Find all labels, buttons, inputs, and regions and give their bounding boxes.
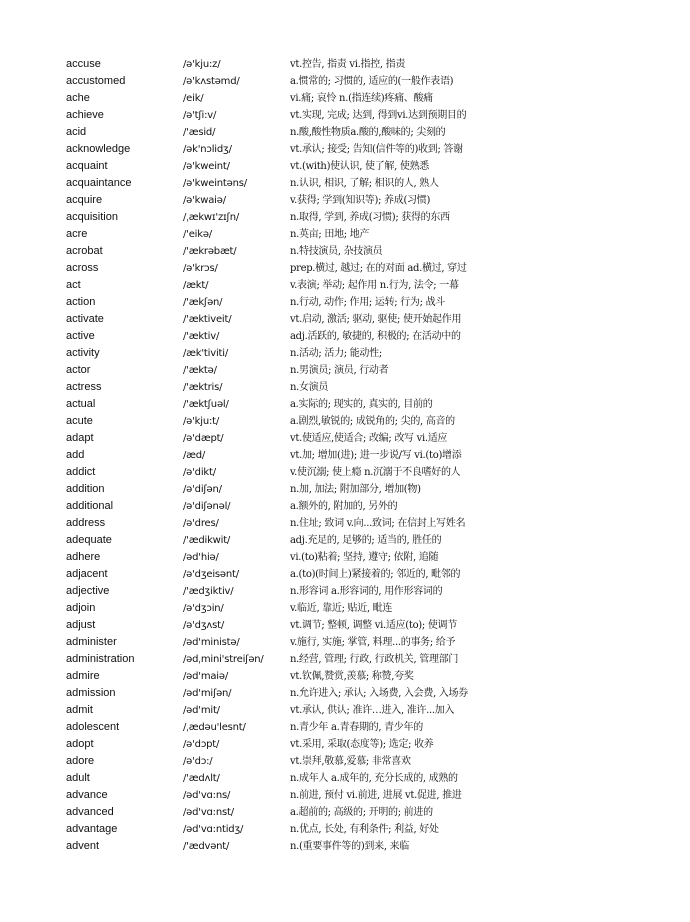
entry-word: administer <box>66 636 117 648</box>
entry-word: accuse <box>66 58 101 70</box>
entry-phonetic: /ə'dæpt/ <box>183 433 224 444</box>
entry-word: acknowledge <box>66 143 131 155</box>
entry-definition: n.加, 加法; 附加部分, 增加(物) <box>290 484 421 495</box>
entry-definition: vt.钦佩,赞赏,羡慕; 称赞,夸奖 <box>290 671 414 682</box>
vocab-entry <box>0 719 690 736</box>
entry-definition: n.英亩; 田地; 地产 <box>290 229 370 240</box>
entry-word: acquaint <box>66 160 108 172</box>
entry-phonetic: /ækt/ <box>183 280 209 291</box>
entry-definition: n.成年人 a.成年的, 充分长成的, 成熟的 <box>290 773 458 784</box>
entry-definition: a.额外的, 附加的, 另外的 <box>290 501 398 512</box>
entry-word: advent <box>66 840 100 852</box>
vocab-entry <box>0 549 690 566</box>
entry-phonetic: /ə'dɔpt/ <box>183 739 220 750</box>
vocab-entry <box>0 56 690 73</box>
vocab-entry <box>0 566 690 583</box>
entry-word: across <box>66 262 99 274</box>
entry-phonetic: /'æktiv/ <box>183 331 220 342</box>
vocab-entry <box>0 175 690 192</box>
entry-word: add <box>66 449 85 461</box>
entry-definition: n.认识, 相识, 了解; 相识的人, 熟人 <box>290 178 439 189</box>
entry-word: acquaintance <box>66 177 132 189</box>
vocab-entry <box>0 379 690 396</box>
entry-word: adore <box>66 755 95 767</box>
entry-phonetic: /əd'vɑ:nst/ <box>183 807 234 818</box>
entry-definition: a.剧烈,敏锐的; 成锐角的; 尖的, 高音的 <box>290 416 455 427</box>
vocab-entry <box>0 753 690 770</box>
entry-phonetic: /ə'kweintəns/ <box>183 178 247 189</box>
entry-word: accustomed <box>66 75 126 87</box>
vocab-entry <box>0 498 690 515</box>
entry-word: acquisition <box>66 211 118 223</box>
entry-phonetic: /'æktris/ <box>183 382 223 393</box>
entry-definition: n.住址; 致词 v.向...致词; 在信封上写姓名 <box>290 518 466 529</box>
vocab-entry <box>0 532 690 549</box>
vocab-entry <box>0 770 690 787</box>
vocab-entry <box>0 685 690 702</box>
vocab-entry <box>0 73 690 90</box>
entry-word: address <box>66 517 106 529</box>
entry-word: actual <box>66 398 96 410</box>
entry-word: advantage <box>66 823 118 835</box>
entry-word: act <box>66 279 81 291</box>
vocab-entry <box>0 600 690 617</box>
entry-word: adolescent <box>66 721 120 733</box>
entry-phonetic: /'ædvənt/ <box>183 841 230 852</box>
entry-definition: n.优点, 长处, 有利条件; 利益, 好处 <box>290 824 439 835</box>
entry-definition: n.女演员 <box>290 382 329 393</box>
entry-phonetic: /əd'hiə/ <box>183 552 219 563</box>
entry-definition: vi.痛; 哀怜 n.(指连续)疼痛、酸痛 <box>290 93 433 104</box>
entry-definition: vt.(with)使认识, 使了解, 使熟悉 <box>290 161 429 172</box>
entry-phonetic: /ək'nɔlidʒ/ <box>183 144 232 155</box>
entry-phonetic: /'æktʃuəl/ <box>183 399 229 410</box>
vocab-entry <box>0 141 690 158</box>
vocab-entry <box>0 243 690 260</box>
vocab-entry <box>0 583 690 600</box>
entry-definition: vt.调节; 整顿, 调整 vi.适应(to); 使调节 <box>290 620 457 631</box>
entry-word: actor <box>66 364 91 376</box>
entry-definition: vt.控告, 指责 vi.指控, 指责 <box>290 59 406 70</box>
entry-definition: v.施行, 实施; 掌管, 料理...的事务; 给予 <box>290 637 456 648</box>
entry-definition: n.前进, 预付 vi.前进, 进展 vt.促进, 推进 <box>290 790 462 801</box>
entry-phonetic: /'ædʒiktiv/ <box>183 586 234 597</box>
entry-phonetic: /ə'kju:t/ <box>183 416 220 427</box>
entry-definition: n.男演员; 演员, 行动者 <box>290 365 389 376</box>
entry-word: adhere <box>66 551 101 563</box>
entry-definition: v.获得; 学到(知识等); 养成(习惯) <box>290 195 431 206</box>
entry-definition: vt.采用, 采取(态度等); 选定; 收养 <box>290 739 434 750</box>
vocab-entry <box>0 362 690 379</box>
entry-phonetic: /'ækrəbæt/ <box>183 246 237 257</box>
entry-phonetic: /əd'vɑ:ntidʒ/ <box>183 824 244 835</box>
entry-word: acrobat <box>66 245 103 257</box>
entry-word: adult <box>66 772 90 784</box>
vocab-entry <box>0 192 690 209</box>
vocab-entry <box>0 617 690 634</box>
entry-phonetic: /'æktə/ <box>183 365 217 376</box>
entry-phonetic: /ə'kwaiə/ <box>183 195 226 206</box>
entry-phonetic: /əd'miʃən/ <box>183 688 232 699</box>
entry-word: admit <box>66 704 93 716</box>
entry-phonetic: /'eikə/ <box>183 229 212 240</box>
entry-phonetic: /ə'diʃənəl/ <box>183 501 231 512</box>
entry-word: activity <box>66 347 100 359</box>
entry-word: acquire <box>66 194 103 206</box>
entry-definition: n.酸,酸性物质a.酸的,酸味的; 尖刻的 <box>290 127 446 138</box>
vocab-entry <box>0 736 690 753</box>
entry-phonetic: /ə'kju:z/ <box>183 59 221 70</box>
entry-phonetic: /ə'dʒeisənt/ <box>183 569 239 580</box>
entry-word: advance <box>66 789 108 801</box>
entry-word: adopt <box>66 738 94 750</box>
vocab-entry <box>0 311 690 328</box>
entry-word: active <box>66 330 95 342</box>
entry-word: adjust <box>66 619 96 631</box>
entry-phonetic: /ə'dʒɔin/ <box>183 603 224 614</box>
vocab-entry <box>0 787 690 804</box>
entry-word: adapt <box>66 432 94 444</box>
entry-phonetic: /æk'tiviti/ <box>183 348 228 359</box>
entry-definition: vt.崇拜,敬慕,爱慕; 非常喜欢 <box>290 756 411 767</box>
vocab-entry <box>0 515 690 532</box>
entry-definition: v.表演; 举动; 起作用 n.行为, 法令; 一幕 <box>290 280 459 291</box>
vocab-entry <box>0 821 690 838</box>
entry-definition: n.行动, 动作; 作用; 运转; 行为; 战斗 <box>290 297 445 308</box>
entry-word: action <box>66 296 96 308</box>
entry-phonetic: /əd'ministə/ <box>183 637 240 648</box>
vocabulary-list <box>0 56 690 855</box>
vocab-entry <box>0 447 690 464</box>
entry-word: adjective <box>66 585 110 597</box>
entry-word: admire <box>66 670 100 682</box>
entry-word: achieve <box>66 109 104 121</box>
vocab-entry <box>0 396 690 413</box>
vocab-entry <box>0 430 690 447</box>
entry-phonetic: /ə'kʌstəmd/ <box>183 76 240 87</box>
entry-phonetic: /ə'dʒʌst/ <box>183 620 225 631</box>
entry-definition: vt.使适应,使适合; 改编; 改写 vi.适应 <box>290 433 448 444</box>
entry-word: acre <box>66 228 88 240</box>
vocab-entry <box>0 277 690 294</box>
vocab-entry <box>0 294 690 311</box>
entry-definition: n.活动; 活力; 能动性; <box>290 348 382 359</box>
entry-phonetic: /'ædikwit/ <box>183 535 231 546</box>
entry-phonetic: /æd/ <box>183 450 206 461</box>
vocab-entry <box>0 804 690 821</box>
entry-phonetic: /ə'dikt/ <box>183 467 216 478</box>
entry-definition: vi.(to)粘着; 坚持, 遵守; 依附, 追随 <box>290 552 439 563</box>
vocab-entry <box>0 107 690 124</box>
entry-phonetic: /əd'vɑ:ns/ <box>183 790 231 801</box>
entry-word: ache <box>66 92 90 104</box>
entry-definition: n.形容词 a.形容词的, 用作形容词的 <box>290 586 443 597</box>
entry-word: admission <box>66 687 116 699</box>
vocab-entry <box>0 702 690 719</box>
entry-definition: vt.实现, 完成; 达到, 得到vi.达到预期目的 <box>290 110 467 121</box>
entry-definition: n.特技演员, 杂技演员 <box>290 246 383 257</box>
entry-word: activate <box>66 313 104 325</box>
entry-definition: adj.充足的, 足够的; 适当的, 胜任的 <box>290 535 442 546</box>
entry-phonetic: /əd'maiə/ <box>183 671 228 682</box>
vocab-entry <box>0 124 690 141</box>
entry-word: acute <box>66 415 93 427</box>
entry-phonetic: /ˌædəu'lesnt/ <box>183 722 246 733</box>
entry-phonetic: /ə'diʃən/ <box>183 484 222 495</box>
entry-phonetic: /ə'dɔ:/ <box>183 756 213 767</box>
entry-word: actress <box>66 381 102 393</box>
entry-phonetic: /ə'kweint/ <box>183 161 230 172</box>
entry-definition: n.青少年 a.青春期的, 青少年的 <box>290 722 423 733</box>
entry-definition: n.经营, 管理; 行政, 行政机关, 管理部门 <box>290 654 459 665</box>
entry-phonetic: /ə'krɔs/ <box>183 263 218 274</box>
entry-word: advanced <box>66 806 114 818</box>
vocab-entry <box>0 209 690 226</box>
entry-definition: n.取得, 学到, 养成(习惯); 获得的东西 <box>290 212 450 223</box>
entry-definition: adj.活跃的, 敏捷的, 积极的; 在活动中的 <box>290 331 461 342</box>
entry-phonetic: /ə'dres/ <box>183 518 219 529</box>
entry-definition: a.惯常的; 习惯的, 适应的(一般作表语) <box>290 76 454 87</box>
vocab-entry <box>0 413 690 430</box>
entry-definition: vt.启动, 激活; 驱动, 驱使; 使开始起作用 <box>290 314 462 325</box>
entry-word: addition <box>66 483 105 495</box>
vocab-entry <box>0 90 690 107</box>
vocab-entry <box>0 328 690 345</box>
entry-phonetic: /ə'tʃi:v/ <box>183 110 217 121</box>
entry-definition: vt.承认; 接受; 告知(信件等的)收到; 答谢 <box>290 144 463 155</box>
entry-definition: n.允许进入; 承认; 入场费, 入会费, 入场券 <box>290 688 468 699</box>
entry-word: adjoin <box>66 602 96 614</box>
entry-phonetic: /'æsid/ <box>183 127 216 138</box>
entry-phonetic: /əd'mit/ <box>183 705 220 716</box>
entry-word: administration <box>66 653 135 665</box>
entry-word: acid <box>66 126 87 138</box>
entry-definition: vt.承认, 供认; 准许…进入, 准许...加入 <box>290 705 455 716</box>
entry-phonetic: /'æktiveit/ <box>183 314 232 325</box>
entry-definition: v.临近, 靠近; 贴近, 毗连 <box>290 603 393 614</box>
entry-phonetic: /'ædʌlt/ <box>183 773 220 784</box>
entry-phonetic: /'ækʃən/ <box>183 297 223 308</box>
entry-phonetic: /eik/ <box>183 93 204 104</box>
vocab-entry <box>0 260 690 277</box>
entry-definition: a.(to)(时间上)紧接着的; 邻近的, 毗邻的 <box>290 569 461 580</box>
entry-definition: v.使沉溺; 使上瘾 n.沉溺于不良嗜好的人 <box>290 467 461 478</box>
vocab-entry <box>0 634 690 651</box>
entry-definition: a.实际的; 现实的, 真实的, 目前的 <box>290 399 433 410</box>
entry-word: addict <box>66 466 96 478</box>
vocab-entry <box>0 158 690 175</box>
entry-phonetic: /ədˌmini'streiʃən/ <box>183 654 264 665</box>
entry-phonetic: /ˌækwɪ'zɪʃn/ <box>183 212 240 223</box>
vocab-entry <box>0 464 690 481</box>
entry-definition: prep.横过, 越过; 在的对面 ad.横过, 穿过 <box>290 263 467 274</box>
vocab-entry <box>0 345 690 362</box>
entry-definition: a.超前的; 高级的; 开明的; 前进的 <box>290 807 433 818</box>
vocab-entry <box>0 226 690 243</box>
vocab-entry <box>0 651 690 668</box>
entry-word: adequate <box>66 534 112 546</box>
entry-definition: n.(重要事件等的)到来, 来临 <box>290 841 409 852</box>
entry-word: adjacent <box>66 568 108 580</box>
entry-definition: vt.加; 增加(进); 进一步说/写 vi.(to)增添 <box>290 450 462 461</box>
vocab-entry <box>0 481 690 498</box>
entry-word: additional <box>66 500 114 512</box>
vocab-entry <box>0 668 690 685</box>
vocab-entry <box>0 838 690 855</box>
